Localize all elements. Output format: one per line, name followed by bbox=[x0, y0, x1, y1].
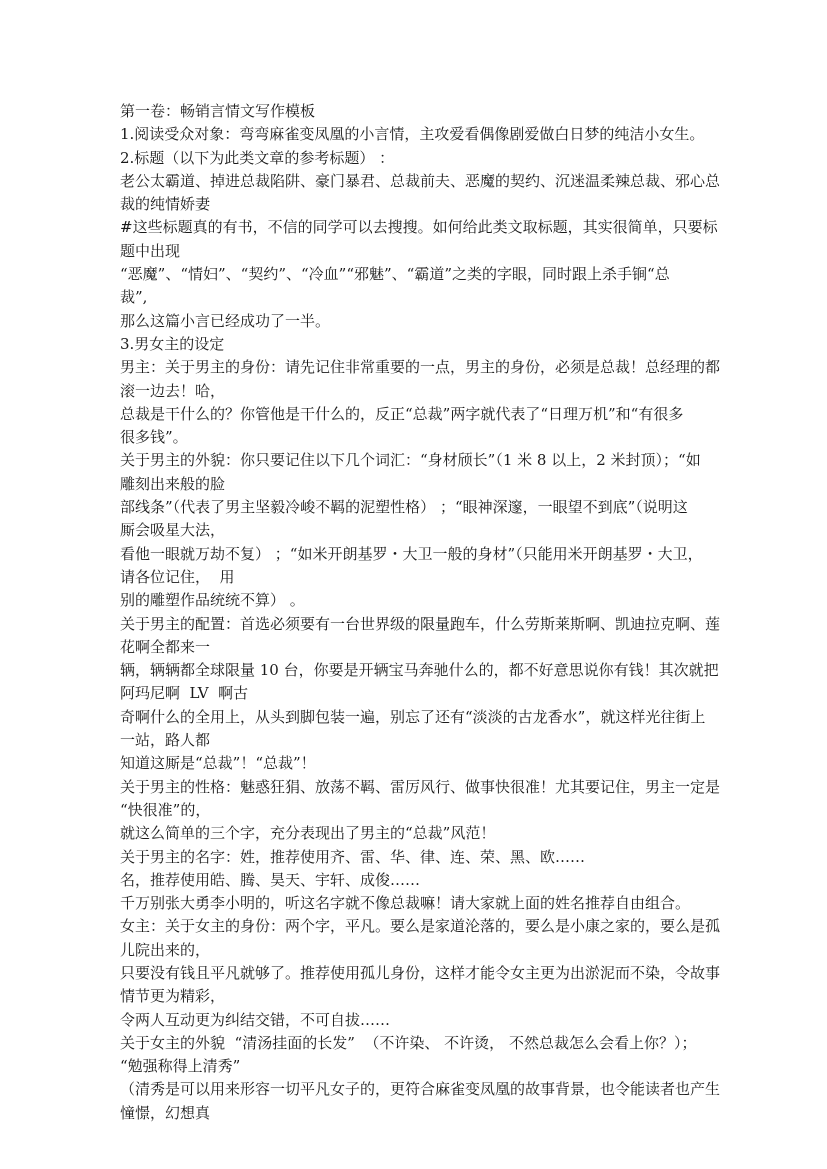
paragraph-line: “勉强称得上清秀” bbox=[120, 1057, 241, 1076]
paragraph-line: 1.阅读受众对象：弯弯麻雀变凤凰的小言情，主攻爱看偶像剧爱做白日梦的纯洁小女生。 bbox=[120, 125, 705, 144]
paragraph-line: 看他一眼就万劫不复） ；“如米开朗基罗・大卫一般的身材”（只能用米开朗基罗・大卫， bbox=[120, 544, 703, 563]
chapter-title: 第一卷：畅销言情文写作模板 bbox=[120, 102, 316, 120]
paragraph-line: “恶魔”、“情妇”、“契约”、“冷血”“邪魅”、“霸道”之类的字眼，同时跟上杀手锏“总 bbox=[120, 265, 670, 284]
paragraph-line: 裁”, bbox=[120, 288, 148, 307]
paragraph-line: “快很准”的， bbox=[120, 800, 211, 819]
paragraph-line: 关于男主的外貌：你只要记住以下几个词汇：“身材颀长”（1 米 8 以上，2 米封顶）；“如 bbox=[120, 451, 701, 470]
paragraph-line: 男主：关于男主的身份：请先记住非常重要的一点，男主的身份，必须是总裁！总经理的都 bbox=[120, 358, 721, 377]
paragraph-line: 就这么简单的三个字，充分表现出了男主的“总裁”风范！ bbox=[120, 824, 496, 843]
paragraph-line: 老公太霸道、掉进总裁陷阱、豪门暴君、总裁前夫、恶魔的契约、沉迷温柔辣总裁、邪心总 bbox=[120, 171, 721, 190]
paragraph-line: 情节更为精彩， bbox=[120, 987, 226, 1006]
paragraph-line: 一站，路人都 bbox=[120, 731, 211, 750]
paragraph-line: 只要没有钱且平凡就够了。推荐使用孤儿身份，这样才能令女主更为出淤泥而不染，令故事 bbox=[120, 963, 721, 982]
paragraph-line: 憧憬，幻想真 bbox=[120, 1103, 211, 1122]
paragraph-line: 那么这篇小言已经成功了一半。 bbox=[120, 311, 331, 330]
paragraph-line: 很多钱”。 bbox=[120, 428, 188, 447]
paragraph-line: 名，推荐使用皓、腾、昊天、宇轩、成俊…… bbox=[120, 870, 421, 889]
paragraph-line: 花啊全都来一 bbox=[120, 637, 211, 656]
paragraph-line: 部线条”（代表了男主坚毅冷峻不羁的泥塑性格） ；“眼神深邃，一眼望不到底”（说明这 bbox=[120, 498, 688, 517]
paragraph-line: 滚一边去！哈， bbox=[120, 381, 226, 400]
paragraph-line: 女主：关于女主的身份：两个字，平凡。要么是家道沦落的，要么是小康之家的，要么是孤 bbox=[120, 917, 721, 936]
section-heading: 2.标题（以下为此类文章的参考标题） ： bbox=[120, 148, 395, 167]
paragraph-line: 别的雕塑作品统统不算） 。 bbox=[120, 591, 305, 610]
paragraph-line: 雕刻出来般的脸 bbox=[120, 474, 226, 493]
paragraph-line: 关于女主的外貌 “清汤挂面的长发” （不许染、 不许烫， 不然总裁怎么会看上你？）； bbox=[120, 1033, 697, 1052]
paragraph-line: 千万别张大勇李小明的，听这名字就不像总裁嘛！请大家就上面的姓名推荐自由组合。 bbox=[120, 894, 691, 913]
paragraph-line: 厮会吸星大法， bbox=[120, 521, 226, 540]
paragraph-line: 知道这厮是“总裁”！“总裁”！ bbox=[120, 754, 316, 773]
paragraph-line: 裁的纯情娇妻 bbox=[120, 195, 211, 214]
paragraph-line: 关于男主的名字：姓，推荐使用齐、雷、华、律、连、荣、黑、欧…… bbox=[120, 847, 586, 866]
paragraph-line: 关于男主的配置：首选必须要有一台世界级的限量跑车，什么劳斯莱斯啊、凯迪拉克啊、莲 bbox=[120, 614, 721, 633]
paragraph-line: 令两人互动更为纠结交错，不可自拔…… bbox=[120, 1010, 391, 1029]
paragraph-line: #这些标题真的有书，不信的同学可以去搜搜。如何给此类文取标题，其实很简单，只要标 bbox=[120, 218, 718, 237]
paragraph-line: 阿玛尼啊 LV 啊古 bbox=[120, 684, 249, 703]
paragraph-line: 题中出现 bbox=[120, 241, 181, 260]
document-page bbox=[120, 100, 720, 1125]
paragraph-line: 儿院出来的， bbox=[120, 940, 211, 959]
paragraph-line: 总裁是干什么的？你管他是干什么的，反正“总裁”两字就代表了“日理万机”和“有很多 bbox=[120, 404, 684, 423]
section-heading: 3.男女主的设定 bbox=[120, 334, 225, 353]
paragraph-line: （清秀是可以用来形容一切平凡女子的，更符合麻雀变凤凰的故事背景，也令能读者也产生 bbox=[120, 1080, 721, 1099]
paragraph-line: 关于男主的性格：魅惑狂狷、放荡不羁、雷厉风行、做事快很准！尤其要记住，男主一定是 bbox=[120, 777, 721, 796]
paragraph-line: 辆，辆辆都全球限量 10 台，你要是开辆宝马奔驰什么的，都不好意思说你有钱！其次就把 bbox=[120, 661, 719, 680]
paragraph-line: 请各位记住， 用 bbox=[120, 567, 235, 586]
paragraph-line: 奇啊什么的全用上，从头到脚包装一遍，别忘了还有“淡淡的古龙香水”，就这样光往街上 bbox=[120, 707, 706, 726]
